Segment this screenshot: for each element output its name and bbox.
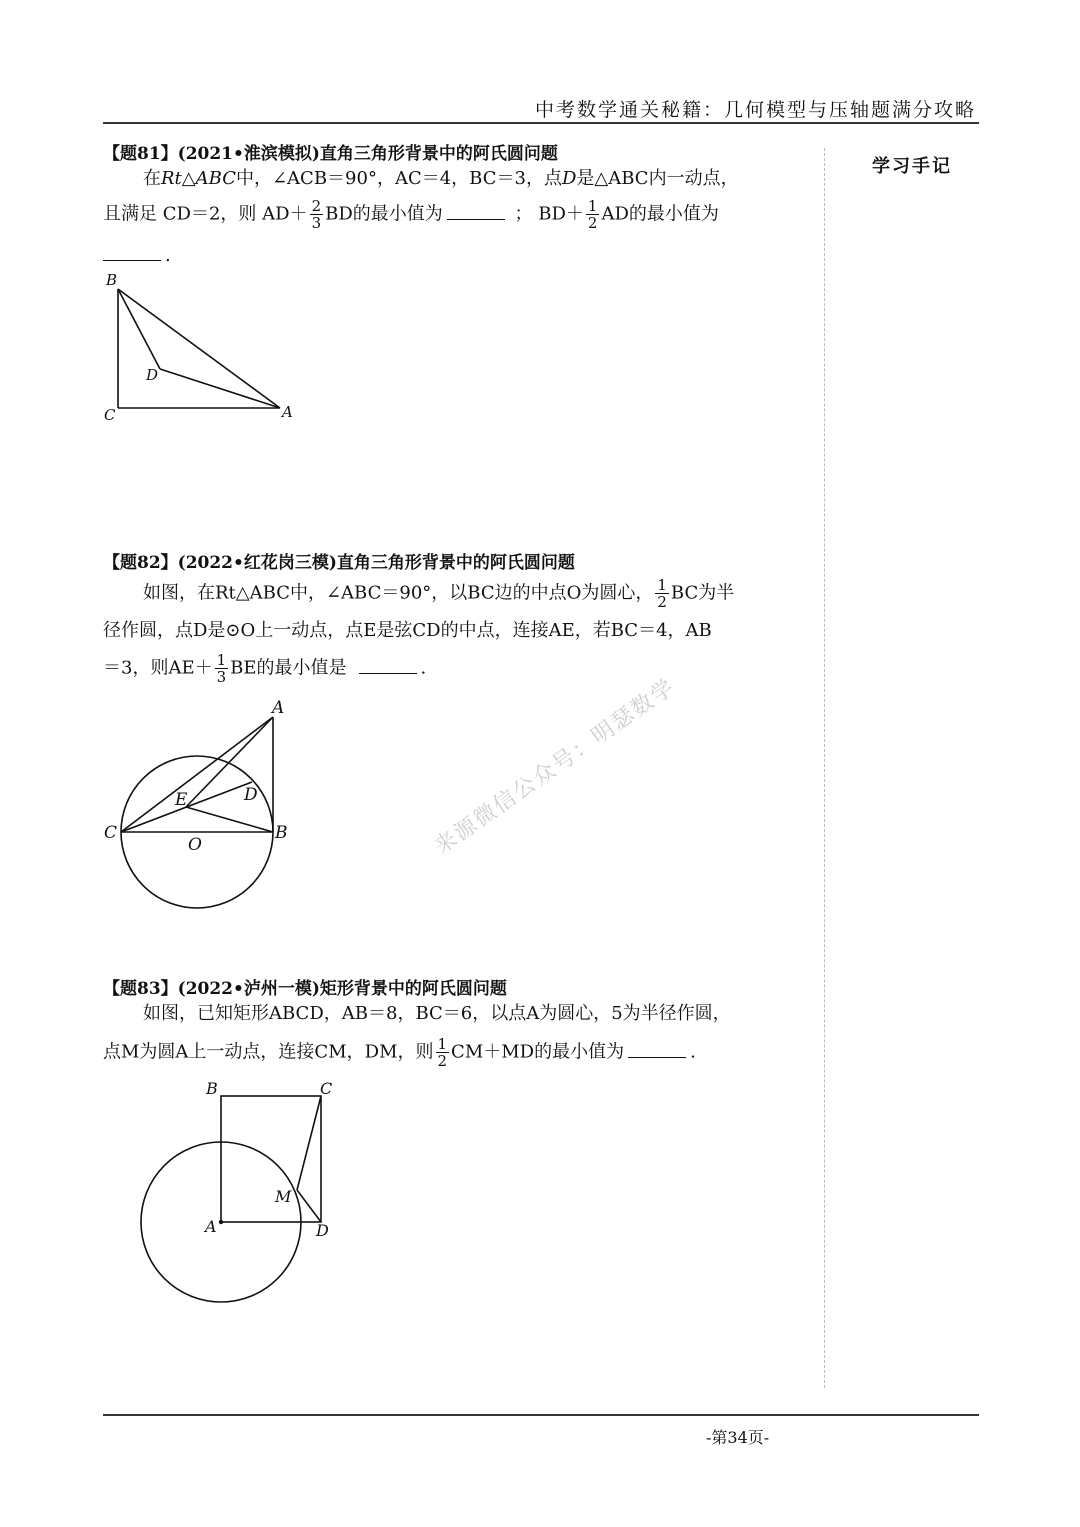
label-B: B — [106, 271, 118, 289]
fraction-2-3: $\frac{2}{3}$ — [311, 197, 322, 232]
label-D: D — [316, 1221, 329, 1240]
answer-blank-81a[interactable] — [447, 201, 505, 220]
label-B: B — [275, 823, 288, 843]
header-title: 中考数学通关秘籍：几何模型与压轴题满分攻略 — [534, 99, 976, 121]
question-81-heading: 【题81】(2021•淮滨模拟)直角三角形背景中的阿氏圆问题 — [103, 144, 558, 164]
question-82-line-2: 径作圆，点D是⊙O上一动点，点E是弦CD的中点，连接AE，若BC＝4，AB — [103, 620, 712, 641]
label-C: C — [320, 1079, 333, 1098]
question-81-line-2: 且满足 CD＝2，则 AD＋ $\frac{2}{3}$ BD的最小值为 ； BD＋ $\frac{1}{2}$ AD的最小值为 — [103, 197, 719, 232]
label-O: O — [188, 835, 202, 855]
page-number: -第34页- — [706, 1428, 770, 1447]
label-A: A — [282, 403, 293, 421]
label-B: B — [206, 1079, 218, 1098]
label-D: D — [146, 366, 159, 384]
question-81-line-1: 在Rt△ABC中，∠ACB＝90°，AC＝4，BC＝3，点D是△ABC内一动点， — [143, 168, 739, 189]
label-C: C — [104, 823, 118, 843]
question-82-line-3: ＝3，则AE＋ $\frac{1}{3}$ BE的最小值是 . — [103, 651, 427, 686]
answer-blank-83[interactable] — [628, 1039, 686, 1058]
fraction-1-3: $\frac{1}{3}$ — [216, 651, 227, 686]
fraction-1-2: $\frac{1}{2}$ — [657, 576, 667, 611]
label-D: D — [244, 785, 258, 805]
watermark: 来源微信公众号：明瑟数学 — [430, 674, 681, 860]
sidebar-title: 学习手记 — [872, 156, 952, 177]
label-A: A — [205, 1217, 217, 1236]
question-83-line-1: 如图，已知矩形ABCD，AB＝8，BC＝6，以点A为圆心，5为半径作圆， — [143, 1003, 731, 1024]
question-83-line-2: 点M为圆A上一动点，连接CM，DM，则 $\frac{1}{2}$ CM＋MD的最小值为 . — [103, 1035, 696, 1070]
question-81-line-3: . — [103, 242, 171, 270]
question-83-heading: 【题83】(2022•泸州一模)矩形背景中的阿氏圆问题 — [103, 979, 507, 999]
footer-rule — [103, 1414, 979, 1416]
figure-82 — [98, 692, 308, 917]
question-82-line-1: 如图，在Rt△ABC中，∠ABC＝90°，以BC边的中点O为圆心， $\frac{1}{2}$ BC为半 — [143, 576, 735, 611]
answer-blank-81b[interactable] — [103, 242, 161, 261]
fraction-1-2: $\frac{1}{2}$ — [587, 197, 598, 232]
header-rule — [103, 122, 979, 124]
figure-83 — [135, 1072, 355, 1317]
label-E: E — [175, 790, 188, 810]
sidebar-divider — [824, 148, 825, 1388]
label-C: C — [104, 406, 116, 424]
label-A: A — [272, 698, 285, 718]
question-82-heading: 【题82】(2022•红花岗三模)直角三角形背景中的阿氏圆问题 — [103, 553, 575, 573]
figure-81 — [95, 265, 315, 430]
fraction-1-2: $\frac{1}{2}$ — [437, 1035, 448, 1070]
answer-blank-82[interactable] — [359, 655, 417, 674]
label-M: M — [275, 1187, 292, 1206]
